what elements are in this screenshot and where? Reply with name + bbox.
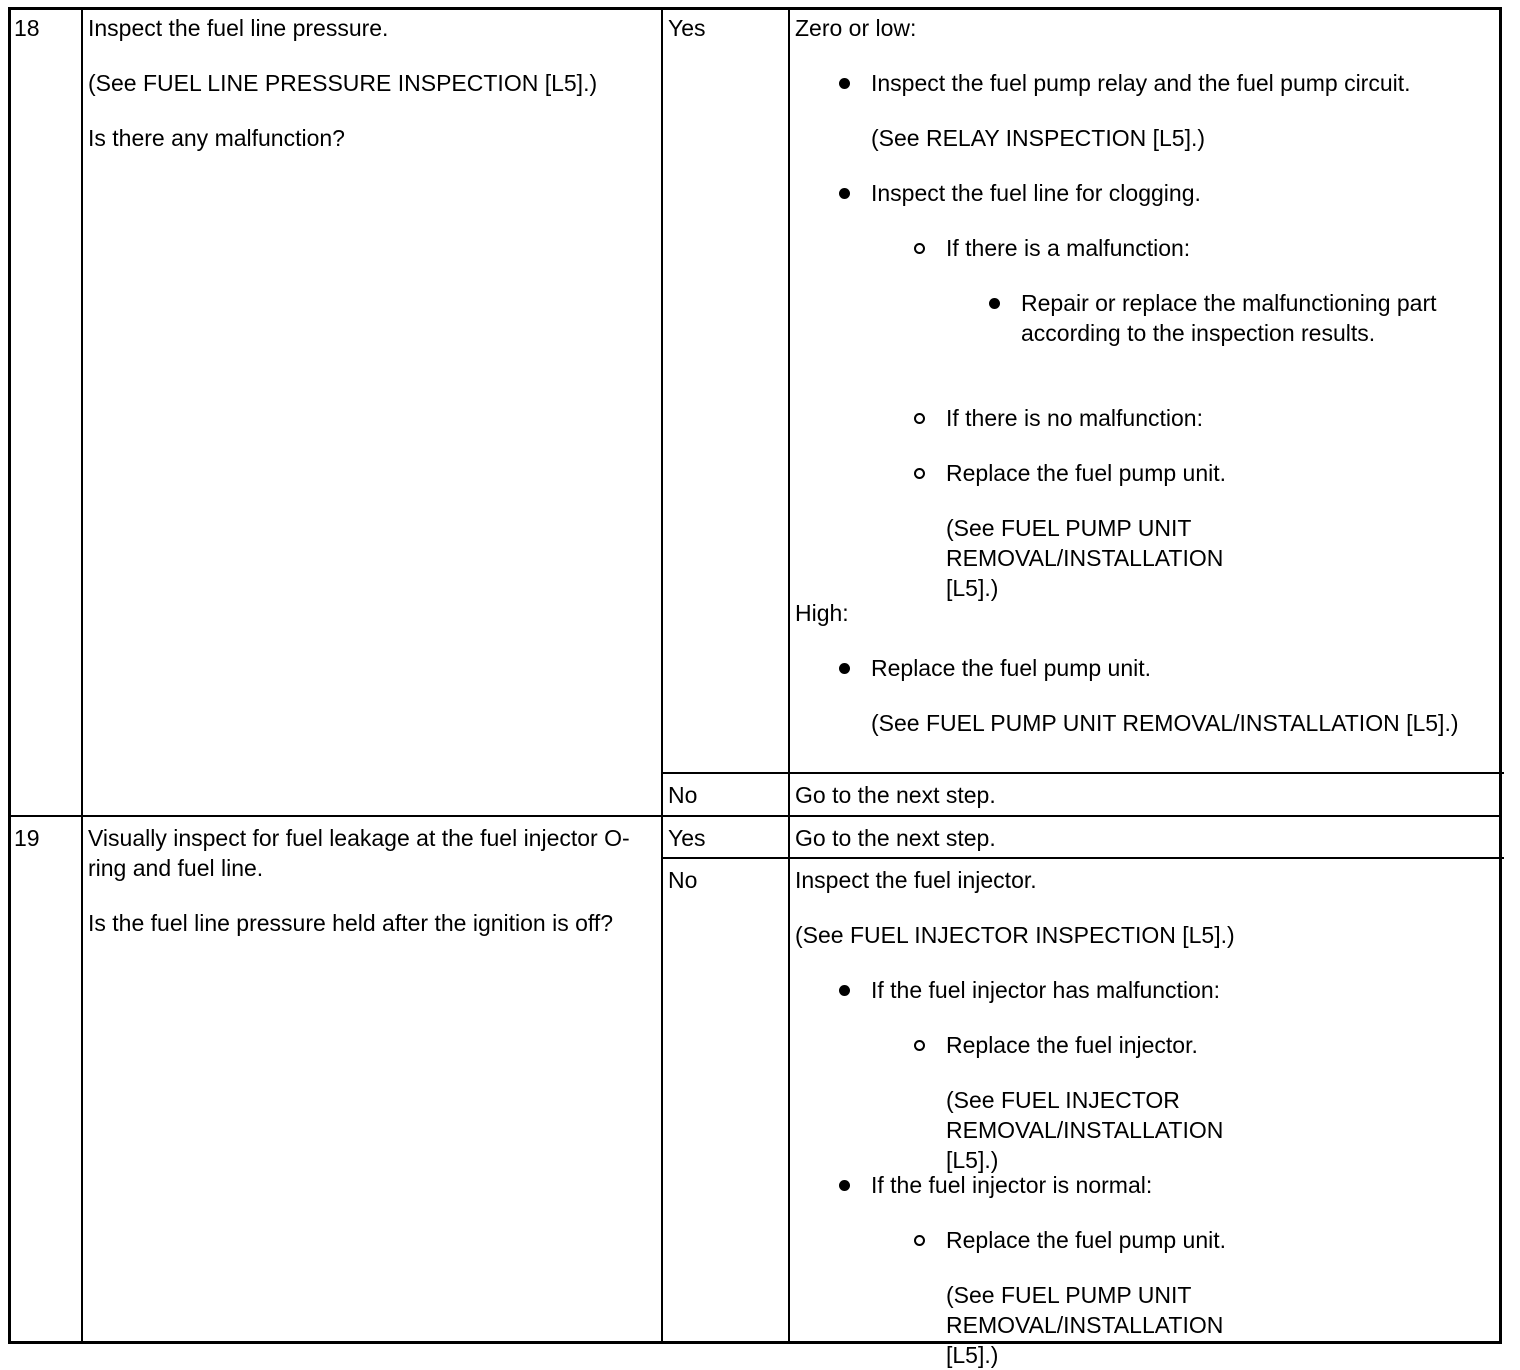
column-divider — [661, 7, 663, 1344]
action-item: Inspect the fuel pump relay and the fuel pump circuit. — [871, 70, 1411, 96]
no-label: No — [668, 782, 698, 808]
reference-text: (See FUEL INJECTOR INSPECTION [L5].) — [795, 922, 1235, 948]
step-question: Is there any malfunction? — [88, 125, 345, 151]
condition-item: If the fuel injector has malfunction: — [871, 977, 1221, 1003]
action-item: Replace the fuel pump unit. — [946, 1227, 1227, 1253]
step-question: Is the fuel line pressure held after the ignition is off? — [88, 910, 614, 936]
condition-item: If there is a malfunction: — [946, 235, 1191, 261]
action-item: Go to the next step. — [795, 825, 996, 851]
action-item: Replace the fuel pump unit. — [871, 655, 1152, 681]
bullet-icon — [839, 188, 850, 199]
circle-bullet-icon — [914, 243, 925, 254]
condition-item: If the fuel injector is normal: — [871, 1172, 1153, 1198]
step-question: Visually inspect for fuel leakage at the fuel injector O-ring and fuel line. — [88, 825, 630, 881]
condition-heading: High: — [795, 600, 849, 626]
reference-text: (See FUEL INJECTOR REMOVAL/INSTALLATION [L5].) — [946, 1087, 1224, 1173]
row-divider — [661, 857, 1504, 859]
action-item: Inspect the fuel injector. — [795, 867, 1037, 893]
action-item: Replace the fuel injector. — [946, 1032, 1198, 1058]
circle-bullet-icon — [914, 1040, 925, 1051]
yes-label: Yes — [668, 15, 706, 41]
action-item: Inspect the fuel line for clogging. — [871, 180, 1201, 206]
circle-bullet-icon — [914, 468, 925, 479]
column-divider — [81, 7, 83, 1344]
action-item: Replace the fuel pump unit. — [946, 460, 1227, 486]
step-question: Inspect the fuel line pressure. — [88, 15, 389, 41]
bullet-icon — [839, 78, 850, 89]
step-number: 18 — [14, 15, 40, 41]
circle-bullet-icon — [914, 1235, 925, 1246]
bullet-icon — [839, 663, 850, 674]
reference-text: (See FUEL PUMP UNIT REMOVAL/INSTALLATION [L5].) — [946, 1282, 1224, 1368]
column-divider — [788, 7, 790, 1344]
reference-text: (See FUEL PUMP UNIT REMOVAL/INSTALLATION [L5].) — [871, 710, 1459, 736]
row-divider — [8, 815, 1502, 817]
action-item: Go to the next step. — [795, 782, 996, 808]
action-item: Repair or replace the malfunctioning part according to the inspection results. — [1021, 290, 1437, 346]
troubleshooting-table — [8, 7, 1502, 1344]
bullet-icon — [839, 985, 850, 996]
condition-item: If there is no malfunction: — [946, 405, 1203, 431]
reference-text: (See FUEL PUMP UNIT REMOVAL/INSTALLATION [L5].) — [946, 515, 1224, 601]
row-divider — [661, 772, 1504, 774]
no-label: No — [668, 867, 698, 893]
circle-bullet-icon — [914, 413, 925, 424]
bullet-icon — [989, 298, 1000, 309]
bullet-icon — [839, 1180, 850, 1191]
yes-label: Yes — [668, 825, 706, 851]
reference-text: (See RELAY INSPECTION [L5].) — [871, 125, 1206, 151]
step-number: 19 — [14, 825, 40, 851]
step-reference: (See FUEL LINE PRESSURE INSPECTION [L5].) — [88, 70, 598, 96]
condition-heading: Zero or low: — [795, 15, 917, 41]
